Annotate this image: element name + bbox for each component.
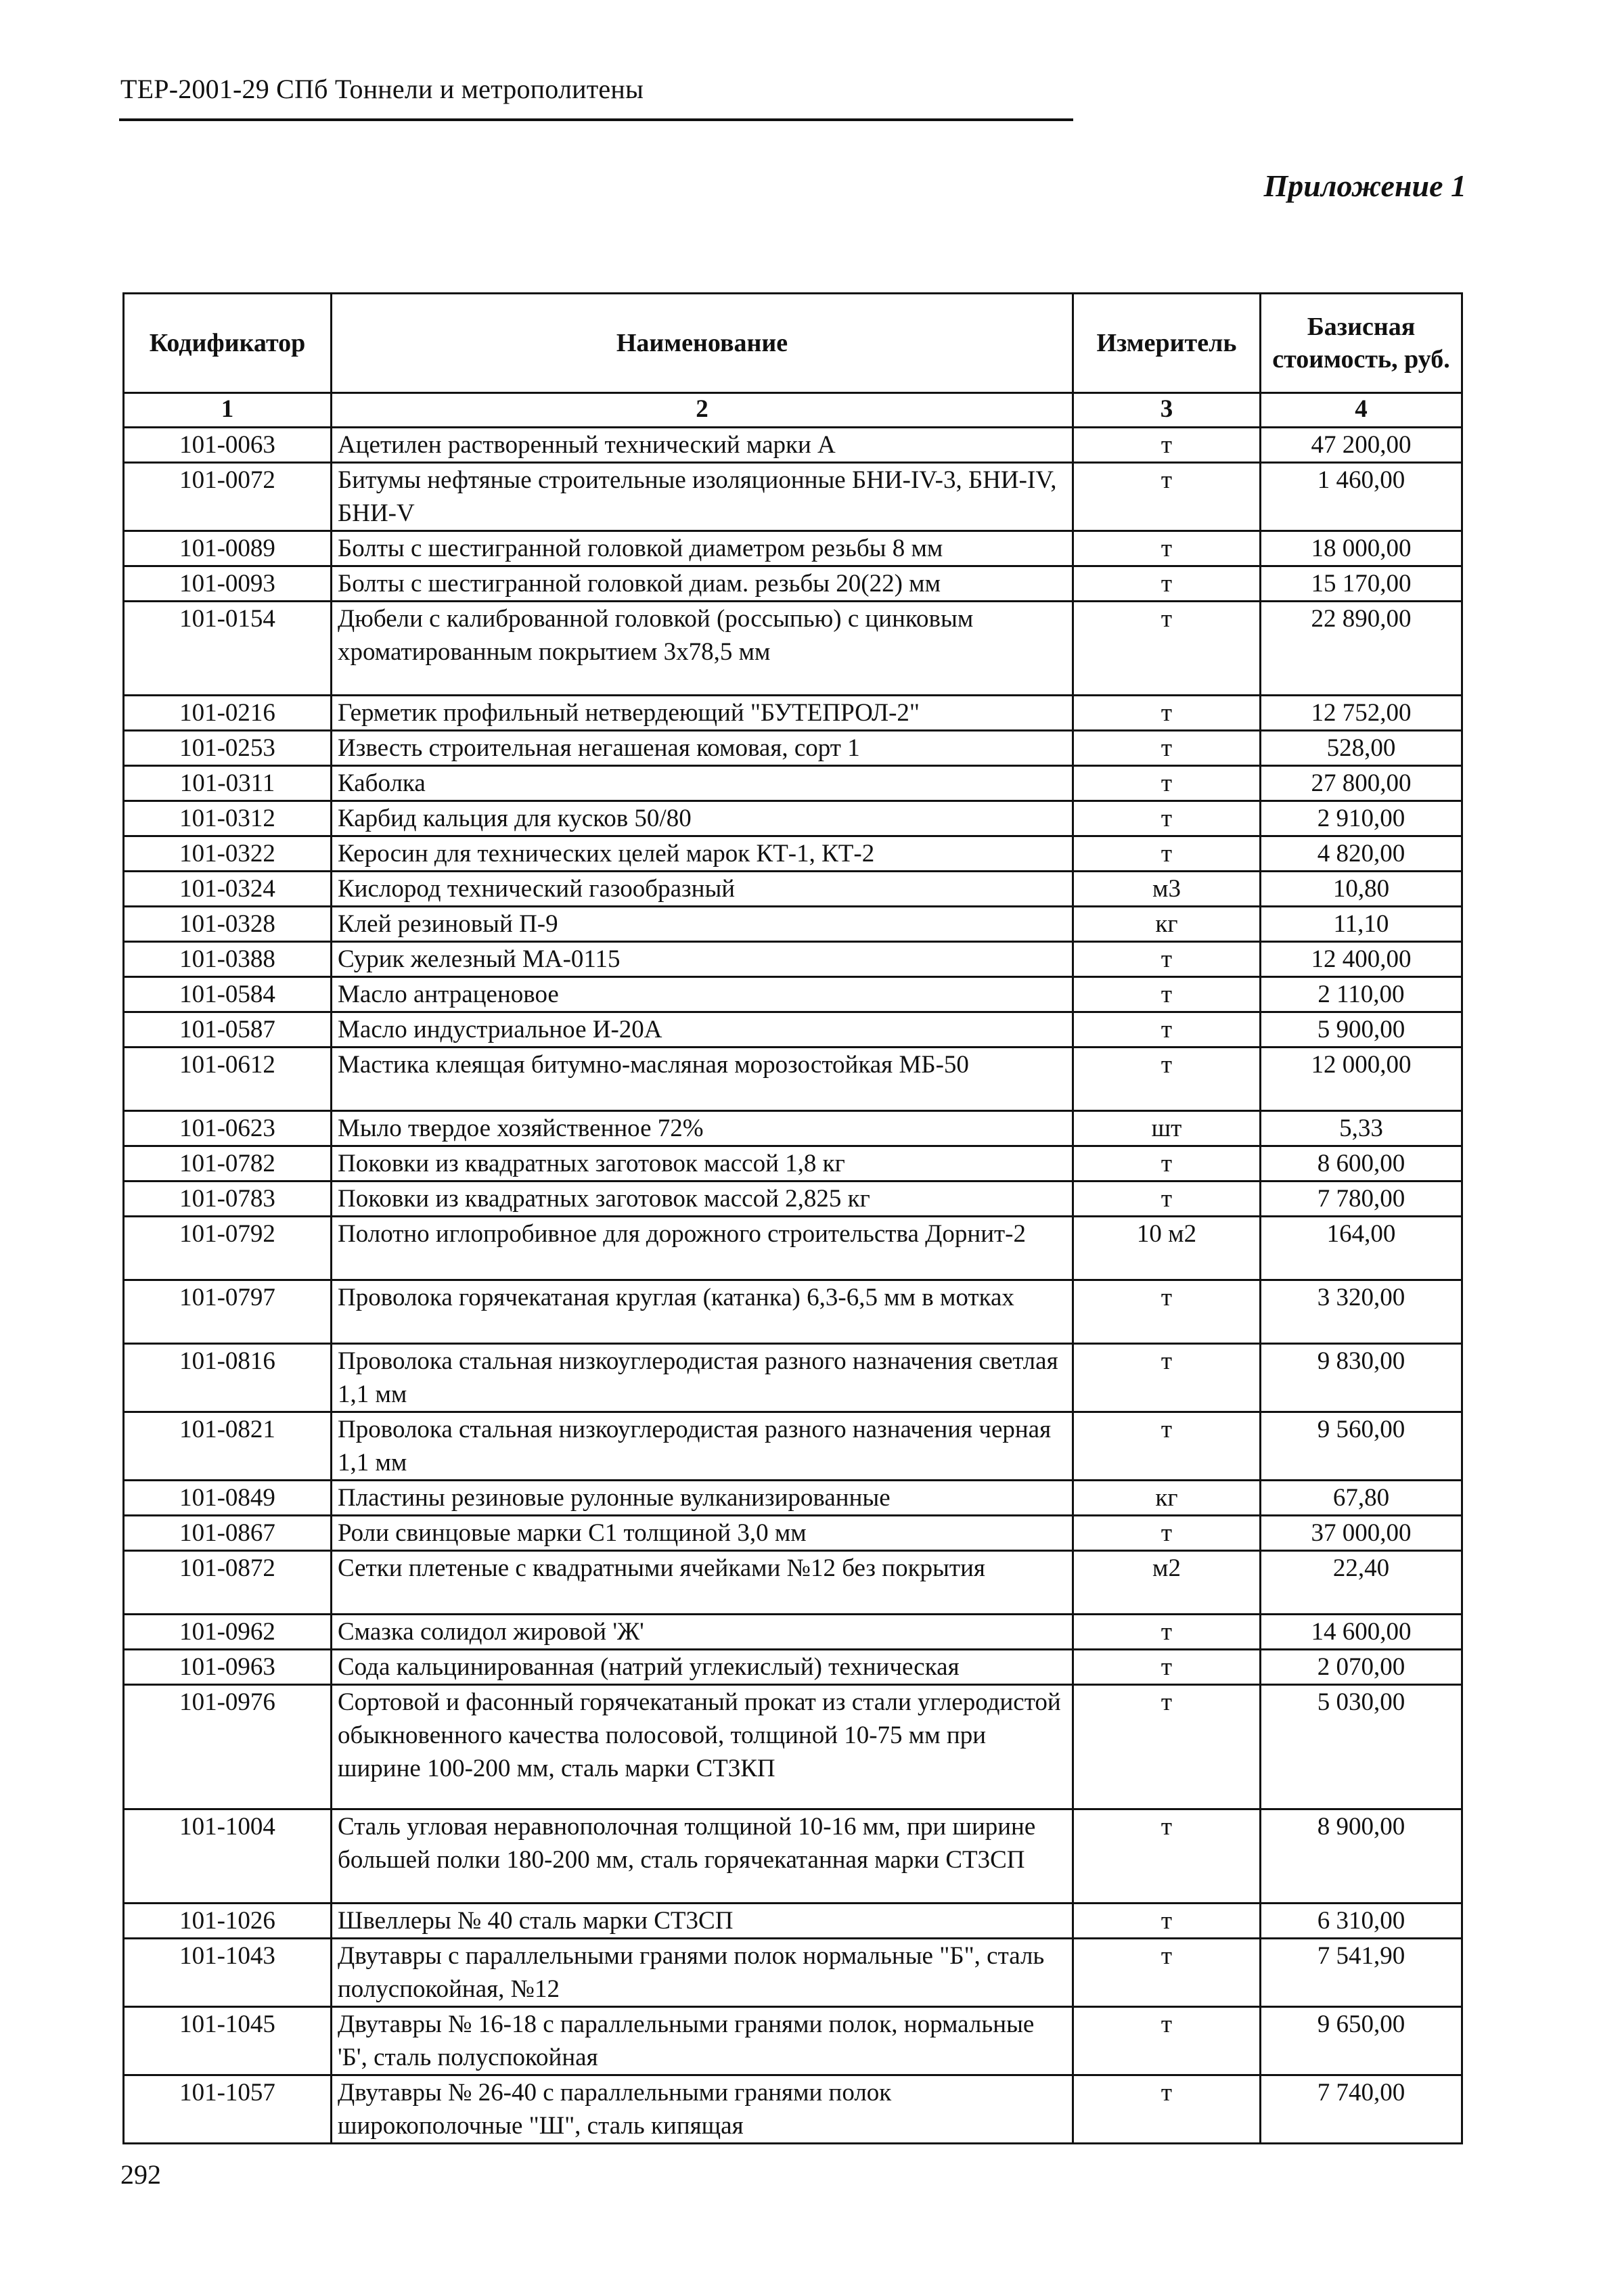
- cell-code: 101-0963: [124, 1650, 332, 1685]
- table-row: [124, 872, 1462, 907]
- cell-unit: т: [1073, 977, 1261, 1012]
- cell-price: 37 000,00: [1261, 1516, 1462, 1551]
- cell-unit: кг: [1073, 907, 1261, 942]
- cell-code: 101-1004: [124, 1809, 332, 1904]
- cell-code: 101-0783: [124, 1181, 332, 1217]
- cell-code: 101-0063: [124, 428, 332, 463]
- cell-code: 101-0253: [124, 731, 332, 766]
- column-header-price: Базисная стоимость, руб.: [1261, 294, 1462, 393]
- table-row: [124, 1904, 1462, 1939]
- cell-price: 11,10: [1261, 907, 1462, 942]
- cell-unit: т: [1073, 1516, 1261, 1551]
- column-number: 3: [1073, 393, 1261, 428]
- cell-unit: т: [1073, 1412, 1261, 1481]
- cell-unit: т: [1073, 731, 1261, 766]
- cell-price: 9 830,00: [1261, 1344, 1462, 1412]
- table-row: [124, 1939, 1462, 2007]
- table-row: [124, 1516, 1462, 1551]
- cell-code: 101-0072: [124, 463, 332, 531]
- cell-code: 101-0587: [124, 1012, 332, 1048]
- table-row: [124, 1111, 1462, 1146]
- column-header-code: Кодификатор: [124, 294, 332, 393]
- table-row: [124, 2007, 1462, 2075]
- cell-unit: т: [1073, 1048, 1261, 1111]
- header-divider: [119, 118, 1073, 121]
- materials-price-table: [122, 292, 1463, 2144]
- table-row: [124, 1412, 1462, 1481]
- cell-unit: т: [1073, 942, 1261, 977]
- cell-price: 9 650,00: [1261, 2007, 1462, 2075]
- table-row: [124, 1280, 1462, 1344]
- table-row: [124, 1146, 1462, 1181]
- column-header-unit: Измеритель: [1073, 294, 1261, 393]
- table-row: [124, 942, 1462, 977]
- cell-unit: т: [1073, 1904, 1261, 1939]
- column-number: 4: [1261, 393, 1462, 428]
- cell-name: Известь строительная негашеная комовая, сорт 1: [332, 731, 1073, 766]
- cell-code: 101-0792: [124, 1217, 332, 1280]
- cell-code: 101-0867: [124, 1516, 332, 1551]
- cell-unit: м2: [1073, 1551, 1261, 1615]
- cell-price: 18 000,00: [1261, 531, 1462, 566]
- cell-name: Сортовой и фасонный горячекатаный прокат из стали углеродистой обыкновенного качества полосовой, толщиной 10-75 мм при ширине 100-200 мм, сталь марки СТ3КП: [332, 1685, 1073, 1809]
- column-number: 2: [332, 393, 1073, 428]
- table-row: [124, 1615, 1462, 1650]
- cell-name: Ацетилен растворенный технический марки А: [332, 428, 1073, 463]
- cell-code: 101-0816: [124, 1344, 332, 1412]
- cell-name: Кислород технический газообразный: [332, 872, 1073, 907]
- cell-price: 22 890,00: [1261, 602, 1462, 696]
- cell-name: Смазка солидол жировой 'Ж': [332, 1615, 1073, 1650]
- table-row: [124, 2075, 1462, 2144]
- table-row: [124, 1012, 1462, 1048]
- cell-code: 101-0093: [124, 566, 332, 602]
- table-row: [124, 1048, 1462, 1111]
- cell-unit: т: [1073, 766, 1261, 801]
- cell-code: 101-1043: [124, 1939, 332, 2007]
- cell-name: Поковки из квадратных заготовок массой 1,8 кг: [332, 1146, 1073, 1181]
- table-row: [124, 766, 1462, 801]
- cell-name: Пластины резиновые рулонные вулканизированные: [332, 1481, 1073, 1516]
- cell-price: 47 200,00: [1261, 428, 1462, 463]
- cell-price: 22,40: [1261, 1551, 1462, 1615]
- cell-code: 101-0322: [124, 836, 332, 872]
- cell-code: 101-0872: [124, 1551, 332, 1615]
- column-header-name: Наименование: [332, 294, 1073, 393]
- cell-name: Каболка: [332, 766, 1073, 801]
- cell-unit: т: [1073, 1615, 1261, 1650]
- cell-name: Полотно иглопробивное для дорожного строительства Дорнит-2: [332, 1217, 1073, 1280]
- cell-unit: т: [1073, 2075, 1261, 2144]
- cell-name: Масло индустриальное И-20А: [332, 1012, 1073, 1048]
- cell-price: 7 541,90: [1261, 1939, 1462, 2007]
- cell-price: 2 110,00: [1261, 977, 1462, 1012]
- cell-price: 14 600,00: [1261, 1615, 1462, 1650]
- cell-unit: т: [1073, 1012, 1261, 1048]
- cell-code: 101-0328: [124, 907, 332, 942]
- table-row: [124, 1809, 1462, 1904]
- cell-unit: т: [1073, 1650, 1261, 1685]
- cell-price: 2 070,00: [1261, 1650, 1462, 1685]
- cell-price: 12 400,00: [1261, 942, 1462, 977]
- cell-code: 101-0584: [124, 977, 332, 1012]
- cell-name: Проволока стальная низкоуглеродистая разного назначения черная 1,1 мм: [332, 1412, 1073, 1481]
- cell-price: 1 460,00: [1261, 463, 1462, 531]
- cell-code: 101-0388: [124, 942, 332, 977]
- cell-price: 5,33: [1261, 1111, 1462, 1146]
- cell-price: 8 900,00: [1261, 1809, 1462, 1904]
- cell-name: Мастика клеящая битумно-масляная морозостойкая МБ-50: [332, 1048, 1073, 1111]
- cell-unit: т: [1073, 2007, 1261, 2075]
- table-row: [124, 428, 1462, 463]
- cell-code: 101-1045: [124, 2007, 332, 2075]
- cell-code: 101-0154: [124, 602, 332, 696]
- cell-code: 101-0976: [124, 1685, 332, 1809]
- cell-name: Дюбели с калиброванной головкой (россыпью) с цинковым хроматированным покрытием 3х78,5 мм: [332, 602, 1073, 696]
- cell-name: Сетки плетеные с квадратными ячейками №12 без покрытия: [332, 1551, 1073, 1615]
- cell-price: 12 752,00: [1261, 696, 1462, 731]
- cell-name: Болты с шестигранной головкой диаметром резьбы 8 мм: [332, 531, 1073, 566]
- cell-unit: т: [1073, 1280, 1261, 1344]
- cell-name: Проволока стальная низкоуглеродистая разного назначения светлая 1,1 мм: [332, 1344, 1073, 1412]
- cell-code: 101-0089: [124, 531, 332, 566]
- appendix-label: Приложение 1: [1263, 168, 1466, 203]
- table-header-row: [124, 294, 1462, 393]
- cell-unit: т: [1073, 602, 1261, 696]
- cell-price: 67,80: [1261, 1481, 1462, 1516]
- cell-unit: шт: [1073, 1111, 1261, 1146]
- cell-code: 101-0311: [124, 766, 332, 801]
- table-row: [124, 731, 1462, 766]
- cell-name: Двутавры с параллельными гранями полок нормальные "Б", сталь полуспокойная, №12: [332, 1939, 1073, 2007]
- cell-price: 4 820,00: [1261, 836, 1462, 872]
- cell-price: 7 780,00: [1261, 1181, 1462, 1217]
- table-row: [124, 1650, 1462, 1685]
- cell-name: Сода кальцинированная (натрий углекислый) техническая: [332, 1650, 1073, 1685]
- table-row: [124, 801, 1462, 836]
- table-row: [124, 1217, 1462, 1280]
- cell-price: 6 310,00: [1261, 1904, 1462, 1939]
- cell-code: 101-0797: [124, 1280, 332, 1344]
- cell-price: 5 030,00: [1261, 1685, 1462, 1809]
- cell-unit: м3: [1073, 872, 1261, 907]
- cell-code: 101-1057: [124, 2075, 332, 2144]
- cell-price: 15 170,00: [1261, 566, 1462, 602]
- cell-name: Сталь угловая неравнополочная толщиной 10-16 мм, при ширине большей полки 180-200 мм, сталь горячекатанная марки СТ3СП: [332, 1809, 1073, 1904]
- cell-price: 5 900,00: [1261, 1012, 1462, 1048]
- cell-price: 8 600,00: [1261, 1146, 1462, 1181]
- cell-name: Клей резиновый П-9: [332, 907, 1073, 942]
- cell-price: 164,00: [1261, 1217, 1462, 1280]
- table-row: [124, 1344, 1462, 1412]
- cell-code: 101-0216: [124, 696, 332, 731]
- cell-name: Мыло твердое хозяйственное 72%: [332, 1111, 1073, 1146]
- cell-price: 2 910,00: [1261, 801, 1462, 836]
- cell-unit: т: [1073, 1181, 1261, 1217]
- cell-unit: т: [1073, 463, 1261, 531]
- table-row: [124, 531, 1462, 566]
- table-row: [124, 602, 1462, 696]
- cell-name: Болты с шестигранной головкой диам. резьбы 20(22) мм: [332, 566, 1073, 602]
- cell-unit: т: [1073, 566, 1261, 602]
- cell-name: Сурик железный МА-0115: [332, 942, 1073, 977]
- cell-price: 7 740,00: [1261, 2075, 1462, 2144]
- page-number: 292: [120, 2159, 161, 2190]
- cell-unit: т: [1073, 428, 1261, 463]
- cell-name: Проволока горячекатаная круглая (катанка) 6,3-6,5 мм в мотках: [332, 1280, 1073, 1344]
- cell-price: 10,80: [1261, 872, 1462, 907]
- table-body: [124, 428, 1462, 2144]
- cell-name: Битумы нефтяные строительные изоляционные БНИ-IV-3, БНИ-IV, БНИ-V: [332, 463, 1073, 531]
- cell-code: 101-0962: [124, 1615, 332, 1650]
- table-row: [124, 1685, 1462, 1809]
- cell-name: Двутавры № 16-18 с параллельными гранями полок, нормальные 'Б', сталь полуспокойная: [332, 2007, 1073, 2075]
- table-row: [124, 1551, 1462, 1615]
- cell-name: Поковки из квадратных заготовок массой 2,825 кг: [332, 1181, 1073, 1217]
- cell-price: 27 800,00: [1261, 766, 1462, 801]
- cell-code: 101-0623: [124, 1111, 332, 1146]
- cell-name: Карбид кальция для кусков 50/80: [332, 801, 1073, 836]
- cell-code: 101-0849: [124, 1481, 332, 1516]
- table-row: [124, 907, 1462, 942]
- cell-name: Масло антраценовое: [332, 977, 1073, 1012]
- cell-code: 101-1026: [124, 1904, 332, 1939]
- cell-code: 101-0324: [124, 872, 332, 907]
- cell-code: 101-0312: [124, 801, 332, 836]
- cell-unit: т: [1073, 696, 1261, 731]
- document-title: ТЕР-2001-29 СПб Тоннели и метрополитены: [120, 74, 644, 104]
- cell-unit: 10 м2: [1073, 1217, 1261, 1280]
- table-row: [124, 566, 1462, 602]
- cell-price: 12 000,00: [1261, 1048, 1462, 1111]
- cell-unit: т: [1073, 1685, 1261, 1809]
- cell-code: 101-0612: [124, 1048, 332, 1111]
- cell-unit: т: [1073, 801, 1261, 836]
- column-number-row: [124, 393, 1462, 428]
- table-row: [124, 1481, 1462, 1516]
- cell-price: 3 320,00: [1261, 1280, 1462, 1344]
- table-row: [124, 836, 1462, 872]
- cell-unit: т: [1073, 1344, 1261, 1412]
- cell-code: 101-0782: [124, 1146, 332, 1181]
- cell-price: 9 560,00: [1261, 1412, 1462, 1481]
- cell-name: Керосин для технических целей марок КТ-1, КТ-2: [332, 836, 1073, 872]
- cell-price: 528,00: [1261, 731, 1462, 766]
- cell-code: 101-0821: [124, 1412, 332, 1481]
- cell-unit: т: [1073, 1809, 1261, 1904]
- table-row: [124, 977, 1462, 1012]
- cell-unit: т: [1073, 1146, 1261, 1181]
- cell-unit: т: [1073, 531, 1261, 566]
- cell-unit: т: [1073, 1939, 1261, 2007]
- cell-name: Швеллеры № 40 сталь марки СТ3СП: [332, 1904, 1073, 1939]
- column-number: 1: [124, 393, 332, 428]
- cell-name: Герметик профильный нетвердеющий "БУТЕПРОЛ-2": [332, 696, 1073, 731]
- cell-name: Двутавры № 26-40 с параллельными гранями полок широкополочные "Ш", сталь кипящая: [332, 2075, 1073, 2144]
- cell-name: Роли свинцовые марки С1 толщиной 3,0 мм: [332, 1516, 1073, 1551]
- cell-unit: т: [1073, 836, 1261, 872]
- cell-unit: кг: [1073, 1481, 1261, 1516]
- table-row: [124, 463, 1462, 531]
- table-row: [124, 1181, 1462, 1217]
- table-row: [124, 696, 1462, 731]
